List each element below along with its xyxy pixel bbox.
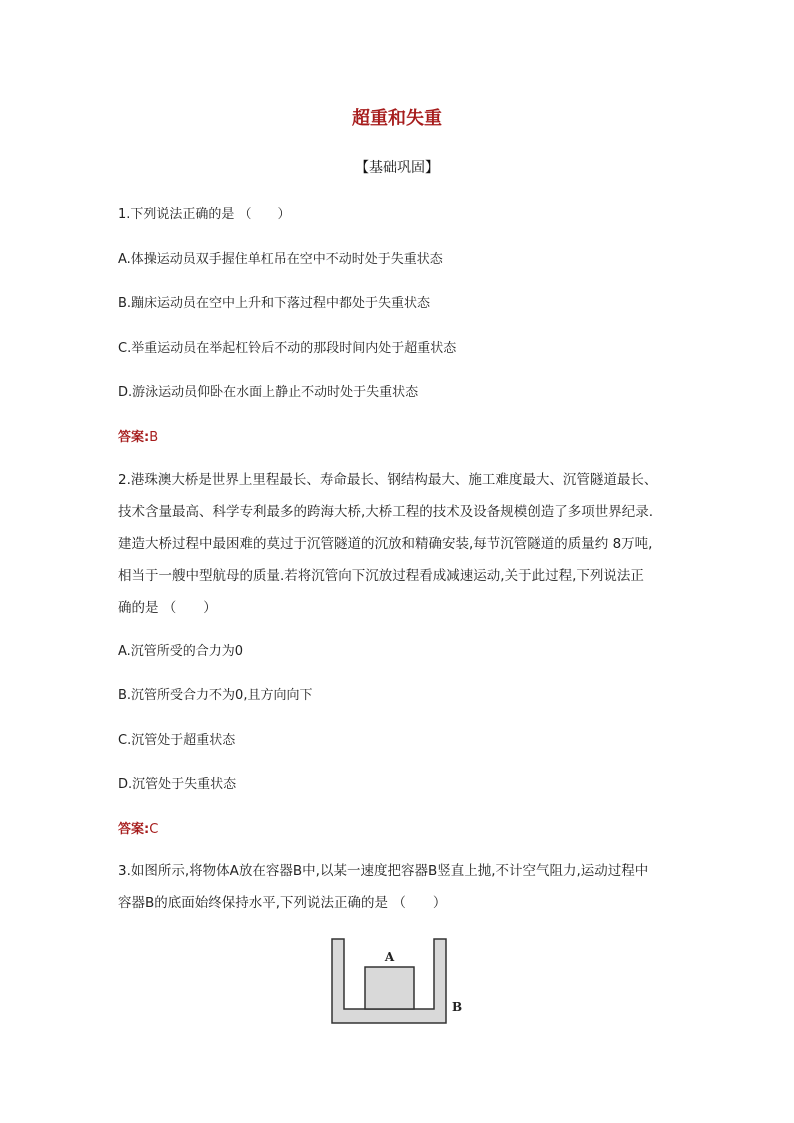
q3-stem-line: 3.如图所示,将物体A放在容器B中,以某一速度把容器B竖直上抛,不计空气阻力,运动过程中 [118, 863, 649, 879]
q3-stem [118, 855, 688, 919]
q2-option-c: C.沉管处于超重状态 [118, 733, 236, 748]
container-figure [326, 935, 476, 1035]
q2-answer-label: 答案: [118, 822, 150, 837]
section-heading: 【基础巩固】 [355, 160, 439, 176]
q2-stem-line: 相当于一艘中型航母的质量.若将沉管向下沉放过程看成减速运动,关于此过程,下列说法正 [118, 568, 644, 584]
q1-option-d: D.游泳运动员仰卧在水面上静止不动时处于失重状态 [118, 385, 419, 400]
q2-stem-line: 技术含量最高、科学专利最多的跨海大桥,大桥工程的技术及设备规模创造了多项世界纪录. [118, 504, 654, 520]
q2-answer [118, 818, 158, 837]
q2-stem-line: 建造大桥过程中最困难的莫过于沉管隧道的沉放和精确安装,每节沉管隧道的质量约 8万吨, [118, 536, 653, 552]
q1-answer [118, 426, 158, 445]
q2-option-d: D.沉管处于失重状态 [118, 777, 237, 792]
q1-answer-value: B [149, 430, 159, 445]
q2-option-a: A.沉管所受的合力为0 [118, 644, 244, 659]
q1-option-c: C.举重运动员在举起杠铃后不动的那段时间内处于超重状态 [118, 341, 457, 356]
q1-answer-label: 答案: [118, 430, 150, 445]
q1-option-b: B.蹦床运动员在空中上升和下落过程中都处于失重状态 [118, 296, 431, 311]
page-title: 超重和失重 [352, 108, 442, 129]
q2-stem-line: 确的是 （ ） [118, 600, 217, 616]
q2-stem [118, 464, 688, 624]
q3-stem-line: 容器B的底面始终保持水平,下列说法正确的是 （ ） [118, 895, 447, 911]
label-a: A [384, 950, 395, 964]
container-diagram [326, 935, 476, 1031]
q2-answer-value: C [149, 822, 159, 837]
q1-stem: 1.下列说法正确的是 （ ） [118, 207, 291, 222]
q2-option-b: B.沉管所受合力不为0,且方向向下 [118, 688, 313, 703]
q1-option-a: A.体操运动员双手握住单杠吊在空中不动时处于失重状态 [118, 252, 443, 267]
label-b: B [452, 1000, 463, 1014]
object-a-block [365, 967, 414, 1009]
q2-stem-line: 2.港珠澳大桥是世界上里程最长、寿命最长、钢结构最大、施工难度最大、沉管隧道最长、 [118, 472, 658, 488]
